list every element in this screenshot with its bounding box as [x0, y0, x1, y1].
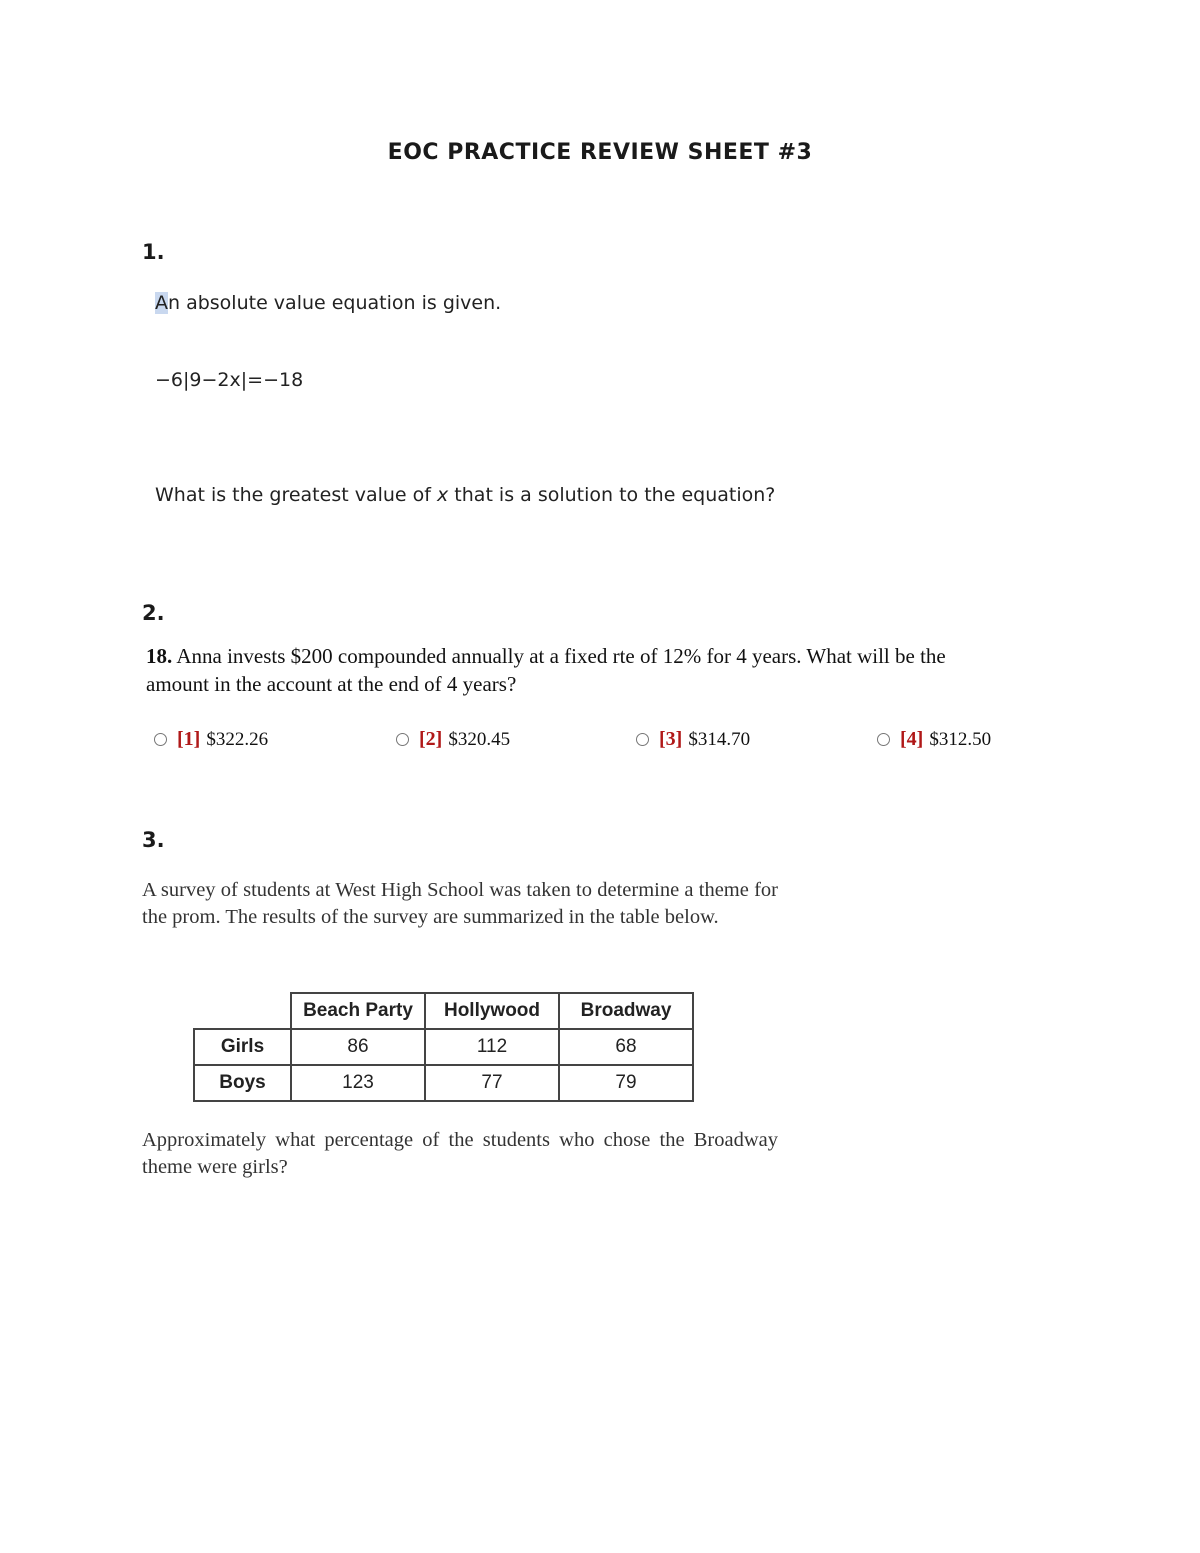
question-2-stem-line1: Anna invests $200 compounded annually at a fixed rte of 12% for 4 years. What will be the: [176, 644, 946, 668]
question-3-stem: A survey of students at West High School was taken to determine a theme for the prom. The results of the survey are summarized in the table below.: [142, 879, 778, 928]
radio-icon[interactable]: [154, 733, 167, 746]
choice-3[interactable]: [636, 728, 750, 751]
table-cell: 86: [291, 1029, 425, 1065]
table-header-row: [194, 993, 693, 1029]
question-1-intro-rest: n absolute value equation is given.: [168, 292, 502, 314]
question-1-number: 1.: [142, 240, 165, 264]
table-row: [194, 1029, 693, 1065]
table-row: [194, 1065, 693, 1101]
row-header: Girls: [194, 1029, 291, 1065]
question-1-variable: x: [437, 484, 449, 506]
column-header: Broadway: [559, 993, 693, 1029]
question-2-number: 2.: [142, 601, 165, 625]
question-1-equation: −6|9−2x|=−18: [155, 369, 304, 391]
table-cell: 77: [425, 1065, 559, 1101]
choice-1-value: $322.26: [206, 728, 269, 750]
table-corner: [194, 993, 291, 1029]
question-1-intro: [155, 292, 501, 314]
question-1-prompt-before: What is the greatest value of: [155, 484, 438, 506]
choice-4-value: $312.50: [929, 728, 992, 750]
choice-4-number: [4]: [900, 728, 924, 750]
question-1-prompt-after: that is a solution to the equation?: [448, 484, 776, 506]
table-cell: 112: [425, 1029, 559, 1065]
choice-2-value: $320.45: [448, 728, 511, 750]
question-2-item-label: 18.: [146, 644, 173, 668]
choice-1-number: [1]: [177, 728, 201, 750]
choice-3-number: [3]: [659, 728, 683, 750]
column-header: Beach Party: [291, 993, 425, 1029]
survey-table: [193, 992, 694, 1102]
question-2-stem: [146, 642, 1066, 698]
choice-2[interactable]: [396, 728, 510, 751]
choice-3-value: $314.70: [688, 728, 751, 750]
question-2-stem-line2: amount in the account at the end of 4 years?: [146, 672, 517, 696]
table-cell: 79: [559, 1065, 693, 1101]
choice-2-number: [2]: [419, 728, 443, 750]
table-cell: 123: [291, 1065, 425, 1101]
question-3-prompt: Approximately what percentage of the students who chose the Broadway theme were girls?: [142, 1129, 778, 1178]
question-3-number: 3.: [142, 828, 165, 852]
radio-icon[interactable]: [877, 733, 890, 746]
radio-icon[interactable]: [636, 733, 649, 746]
radio-icon[interactable]: [396, 733, 409, 746]
row-header: Boys: [194, 1065, 291, 1101]
column-header: Hollywood: [425, 993, 559, 1029]
choice-4[interactable]: [877, 728, 991, 751]
table-cell: 68: [559, 1029, 693, 1065]
selected-letter: A: [155, 292, 168, 314]
choice-1[interactable]: [154, 728, 268, 751]
question-1-prompt: [155, 484, 775, 506]
page-title: EOC PRACTICE REVIEW SHEET #3: [387, 140, 813, 165]
